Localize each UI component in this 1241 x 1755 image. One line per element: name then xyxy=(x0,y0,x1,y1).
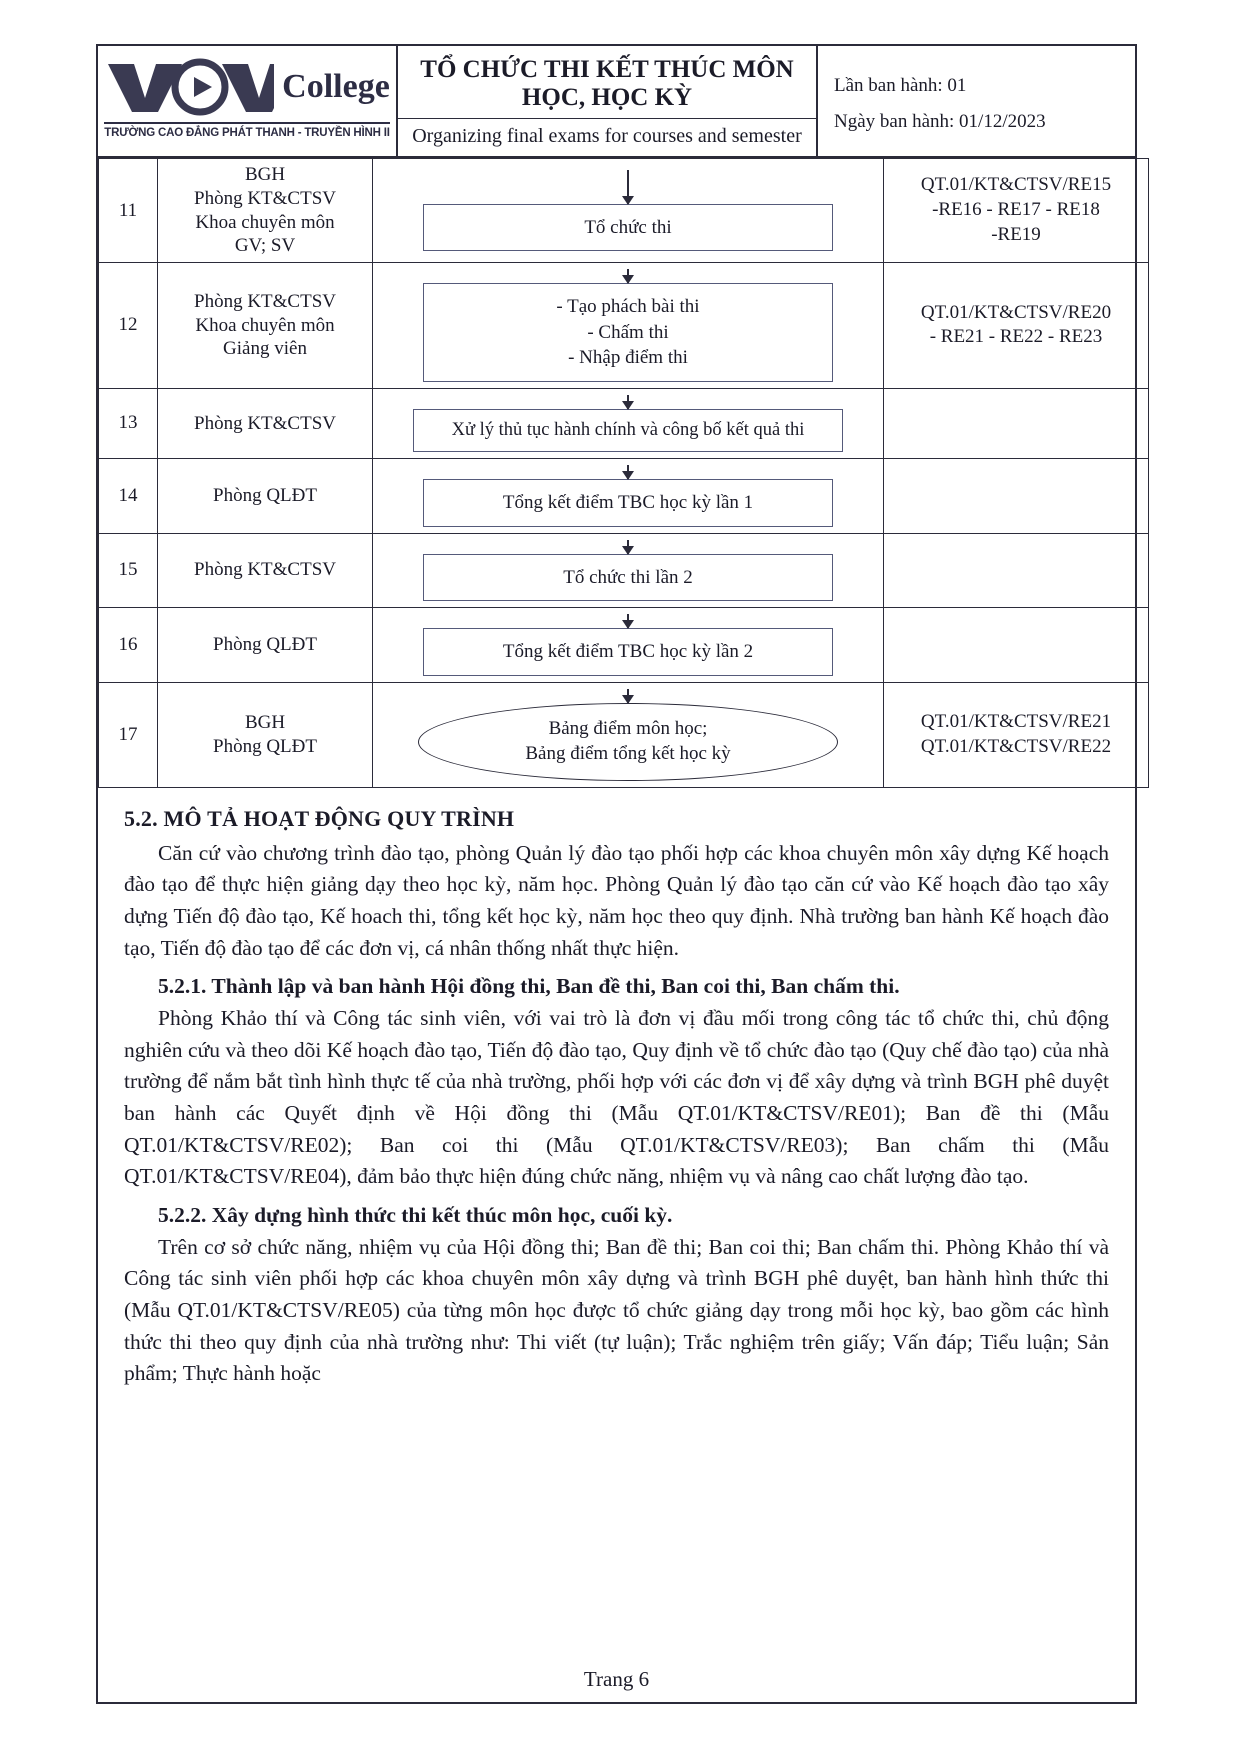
flow-arrow-icon xyxy=(627,269,629,283)
table-row xyxy=(99,263,1149,389)
table-row xyxy=(99,608,1149,683)
document-page xyxy=(96,44,1137,1704)
responsible-unit: Phòng QLĐT xyxy=(158,608,373,683)
title-vietnamese: TỔ CHỨC THI KẾT THÚC MÔN HỌC, HỌC KỲ xyxy=(398,46,816,119)
responsible-unit: BGH Phòng KT&CTSV Khoa chuyên môn GV; SV xyxy=(158,159,373,263)
section-title: 5.2. MÔ TẢ HOẠT ĐỘNG QUY TRÌNH xyxy=(124,805,515,831)
reference-code xyxy=(884,608,1149,683)
logo-row xyxy=(104,56,390,118)
flow-box: Tổng kết điểm TBC học kỳ lần 1 xyxy=(423,479,833,527)
logo-wordmark: College xyxy=(282,68,390,105)
title-english: Organizing final exams for courses and semester xyxy=(412,125,802,147)
flow-arrow-icon xyxy=(627,465,629,479)
row-number: 15 xyxy=(99,533,158,608)
logo-cell xyxy=(98,46,398,156)
reference-code: QT.01/KT&CTSV/RE21 QT.01/KT&CTSV/RE22 xyxy=(884,682,1149,787)
document-header xyxy=(98,46,1135,158)
table-row xyxy=(99,388,1149,458)
issue-number: Lần ban hành: 01 xyxy=(834,75,967,96)
issue-date: Ngày ban hành: 01/12/2023 xyxy=(834,111,1046,133)
flow-step-cell xyxy=(373,263,884,389)
reference-code: QT.01/KT&CTSV/RE15 -RE16 - RE17 - RE18 -RE19 xyxy=(884,159,1149,263)
table-row xyxy=(99,458,1149,533)
flow-step-cell xyxy=(373,159,884,263)
subsection-title-1: 5.2.1. Thành lập và ban hành Hội đồng thi, Ban đề thi, Ban coi thi, Ban chấm thi. xyxy=(158,974,900,999)
document-title-cell xyxy=(398,46,818,156)
flow-box: Tổ chức thi lần 2 xyxy=(423,554,833,602)
flow-box: Tổ chức thi xyxy=(423,204,833,252)
reference-code xyxy=(884,533,1149,608)
flow-step-cell xyxy=(373,533,884,608)
flow-arrow-icon xyxy=(627,170,629,204)
paragraph-2: Phòng Khảo thí và Công tác sinh viên, với vai trò là đơn vị đầu mối trong công tác tổ chức thi, chủ động nghiên cứu và theo dõi Kế hoạch đào tạo, Tiến độ đào tạo, Quy định về tổ chức đào tạo (Quy chế đào tạo) của nhà trường để nắm bắt tình hình thực tế của nhà trường, phối hợp với các đơn vị để xây dựng và trình BGH phê duyệt ban hành các Quyết định về Hội đồng thi (Mẫu QT.01/KT&CTSV/RE01); Ban đề thi (Mẫu QT.01/KT&CTSV/RE02); Ban coi thi (Mẫu QT.01/KT&CTSV/RE03); Ban chấm thi (Mẫu QT.01/KT&CTSV/RE04), đảm bảo thực hiện đúng chức năng, nhiệm vụ và nâng cao chất lượng đào tạo. xyxy=(124,1006,1109,1189)
flow-step-cell xyxy=(373,458,884,533)
row-number: 14 xyxy=(99,458,158,533)
paragraph-3: Trên cơ sở chức năng, nhiệm vụ của Hội đồng thi; Ban đề thi; Ban coi thi; Ban chấm thi. Phòng Khảo thí và Công tác sinh viên phối hợp các khoa chuyên môn xây dựng và trình BGH phê duyệt, ban hành hình thức thi (Mẫu QT.01/KT&CTSV/RE05) của từng môn học được tổ chức giảng dạy trong mỗi học kỳ, bao gồm các hình thức thi theo quy định của nhà trường như: Thi viết (tự luận); Trắc nghiệm trên giấy; Vấn đáp; Tiểu luận; Sản phẩm; Thực hành hoặc xyxy=(124,1234,1109,1386)
responsible-unit: Phòng KT&CTSV xyxy=(158,533,373,608)
flow-arrow-icon xyxy=(627,614,629,628)
paragraph-1: Căn cứ vào chương trình đào tạo, phòng Quản lý đào tạo phối hợp các khoa chuyên môn xây dựng Kế hoạch đào tạo để thực hiện giảng dạy theo học kỳ, năm học. Phòng Quản lý đào tạo căn cứ vào Kế hoạch đào tạo xây dựng Tiến độ đào tạo, Kế hoach thi, tổng kết học kỳ, năm học theo quy định. Nhà trường ban hành Kế hoạch đào tạo, Tiến độ đào tạo để các đơn vị, cá nhân thống nhất thực hiện. xyxy=(124,840,1109,960)
responsible-unit: Phòng QLĐT xyxy=(158,458,373,533)
responsible-unit: Phòng KT&CTSV xyxy=(158,388,373,458)
table-row xyxy=(99,682,1149,787)
flow-box: Xử lý thủ tục hành chính và công bố kết quả thi xyxy=(413,409,843,452)
table-row xyxy=(99,533,1149,608)
responsible-unit: BGH Phòng QLĐT xyxy=(158,682,373,787)
flow-box: - Tạo phách bài thi - Chấm thi - Nhập điểm thi xyxy=(423,283,833,382)
page-footer: Trang 6 xyxy=(583,1667,650,1691)
row-number: 16 xyxy=(99,608,158,683)
subsection-title-2: 5.2.2. Xây dựng hình thức thi kết thúc môn học, cuối kỳ. xyxy=(158,1202,673,1227)
school-name: TRƯỜNG CAO ĐẲNG PHÁT THANH - TRUYỀN HÌNH II xyxy=(104,122,390,139)
reference-code xyxy=(884,388,1149,458)
flow-step-cell xyxy=(373,608,884,683)
row-number: 11 xyxy=(99,159,158,263)
flow-arrow-icon xyxy=(627,395,629,409)
reference-code xyxy=(884,458,1149,533)
flow-box: Tổng kết điểm TBC học kỳ lần 2 xyxy=(423,628,833,676)
flow-step-cell xyxy=(373,388,884,458)
row-number: 17 xyxy=(99,682,158,787)
flow-terminator: Bảng điểm môn học; Bảng điểm tổng kết học kỳ xyxy=(418,703,838,781)
vov-logo-icon xyxy=(104,58,274,116)
responsible-unit: Phòng KT&CTSV Khoa chuyên môn Giảng viên xyxy=(158,263,373,389)
flow-arrow-icon xyxy=(627,540,629,554)
document-meta-cell xyxy=(818,46,1135,156)
process-flow-table xyxy=(98,158,1149,788)
body-section xyxy=(98,788,1135,1390)
table-row xyxy=(99,159,1149,263)
reference-code: QT.01/KT&CTSV/RE20 - RE21 - RE22 - RE23 xyxy=(884,263,1149,389)
flow-arrow-icon xyxy=(627,689,629,703)
flow-step-cell xyxy=(373,682,884,787)
row-number: 13 xyxy=(99,388,158,458)
row-number: 12 xyxy=(99,263,158,389)
